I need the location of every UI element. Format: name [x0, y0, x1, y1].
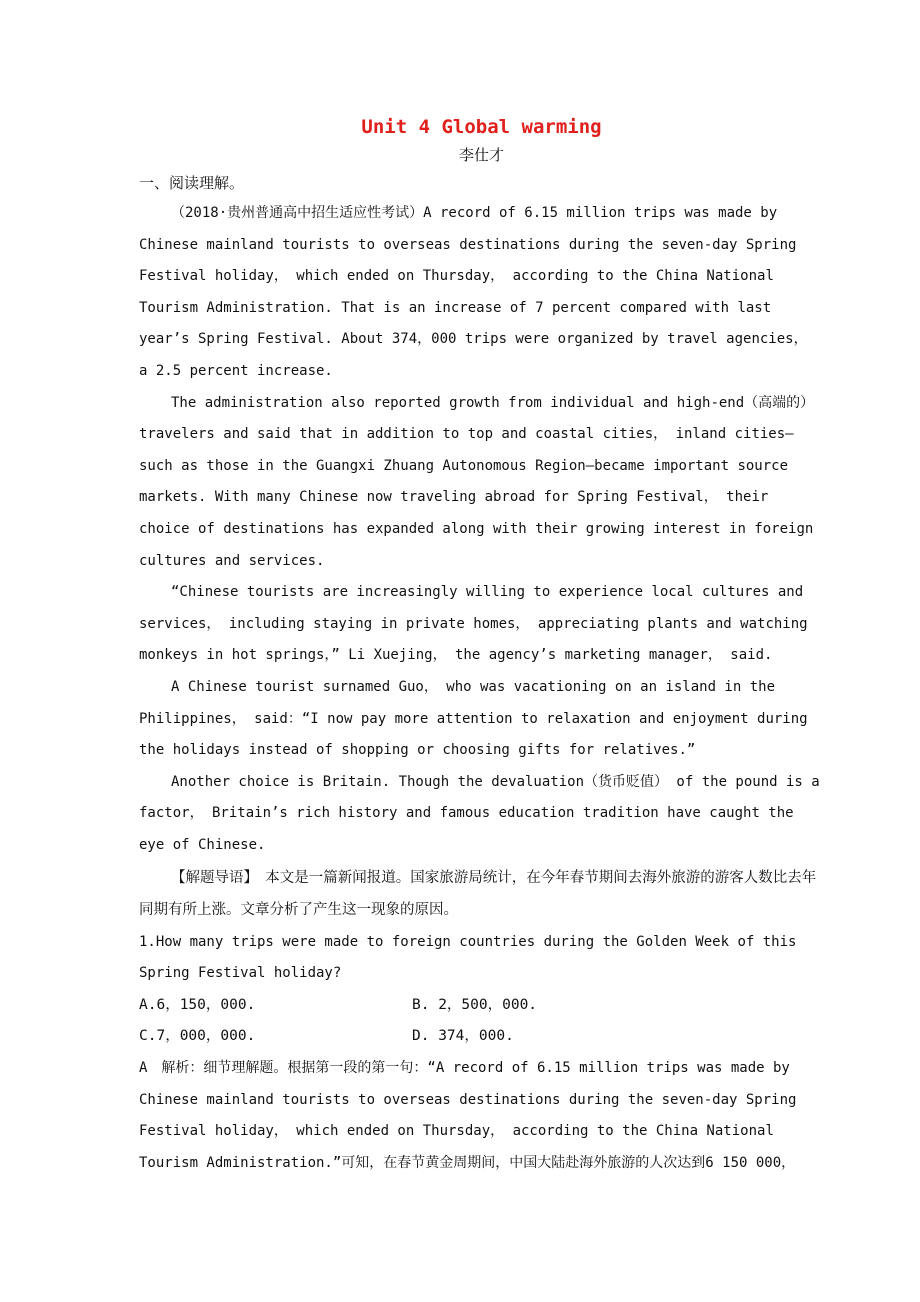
author-name: 李仕才 [458, 146, 504, 164]
passage-paragraph-1: （2018·贵州普通高中招生适应性考试）A record of 6.15 million trips was made by Chinese mainland tourists to overseas destinations during the seven-day Spring Festival holiday， which ended on Thursday， according to the China National Tourism Administration. That is an increase of 7 percent compared with last year’s Spring Festival. About 374，000 trips were organized by travel agencies， a 2.5 percent increase. [139, 205, 808, 379]
guide-label: 【解题导语】 [171, 870, 251, 887]
question-1-options-row-1 [139, 990, 824, 1022]
question-1-options-row-2 [139, 1021, 824, 1053]
option-d: D. 374，000. [412, 1028, 514, 1045]
answer-1-explanation: A 解析：细节理解题。根据第一段的第一句：“A record of 6.15 million trips was made by Chinese mainland tourists to overseas destinations during the seven-day Spring Festival holiday， which ended on Thursday， according to the China National Tourism Administration.”可知，在春节黄金周期间，中国大陆赴海外旅游的人次达到6 150 000， [139, 1060, 797, 1171]
section-heading: 一、阅读理解。 [139, 174, 245, 192]
option-c: C.7，000，000. [139, 1028, 256, 1045]
passage-paragraph-4: A Chinese tourist surnamed Guo， who was vacationing on an island in the Philippines， said：“I now pay more attention to relaxation and enjoyment during the holidays instead of shopping or choosing gifts for relatives.” [139, 678, 808, 759]
passage-paragraph-5: Another choice is Britain. Though the devaluation（货币贬值） of the pound is a factor， Britain’s rich history and famous education tradition have caught the eye of Chinese. [139, 773, 820, 853]
option-a: A.6，150，000. [139, 996, 256, 1013]
passage-paragraph-2: The administration also reported growth from individual and high-end（高端的）travelers and said that in addition to top and coastal cities， inland cities—such as those in the Guangxi Zhuang Autonomous Region—became important source markets. With many Chinese now traveling abroad for Spring Festival， their choice of destinations has expanded along with their growing interest in foreign cultures and services. [139, 394, 815, 569]
option-b: B. 2，500，000. [412, 996, 538, 1013]
guide-paragraph [139, 863, 824, 926]
guide-text: 本文是一篇新闻报道。国家旅游局统计，在今年春节期间去海外旅游的游客人数比去年同期有所上涨。文章分析了产生这一现象的原因。 [139, 870, 817, 919]
unit-title: Unit 4 Global warming [361, 116, 602, 138]
question-1-stem: 1.How many trips were made to foreign countries during the Golden Week of this Spring Festival holiday? [139, 933, 797, 982]
passage-paragraph-3: “Chinese tourists are increasingly willing to experience local cultures and services， including staying in private homes， appreciating plants and watching monkeys in hot springs，” Li Xuejing， the agency’s marketing manager， said. [139, 584, 808, 664]
